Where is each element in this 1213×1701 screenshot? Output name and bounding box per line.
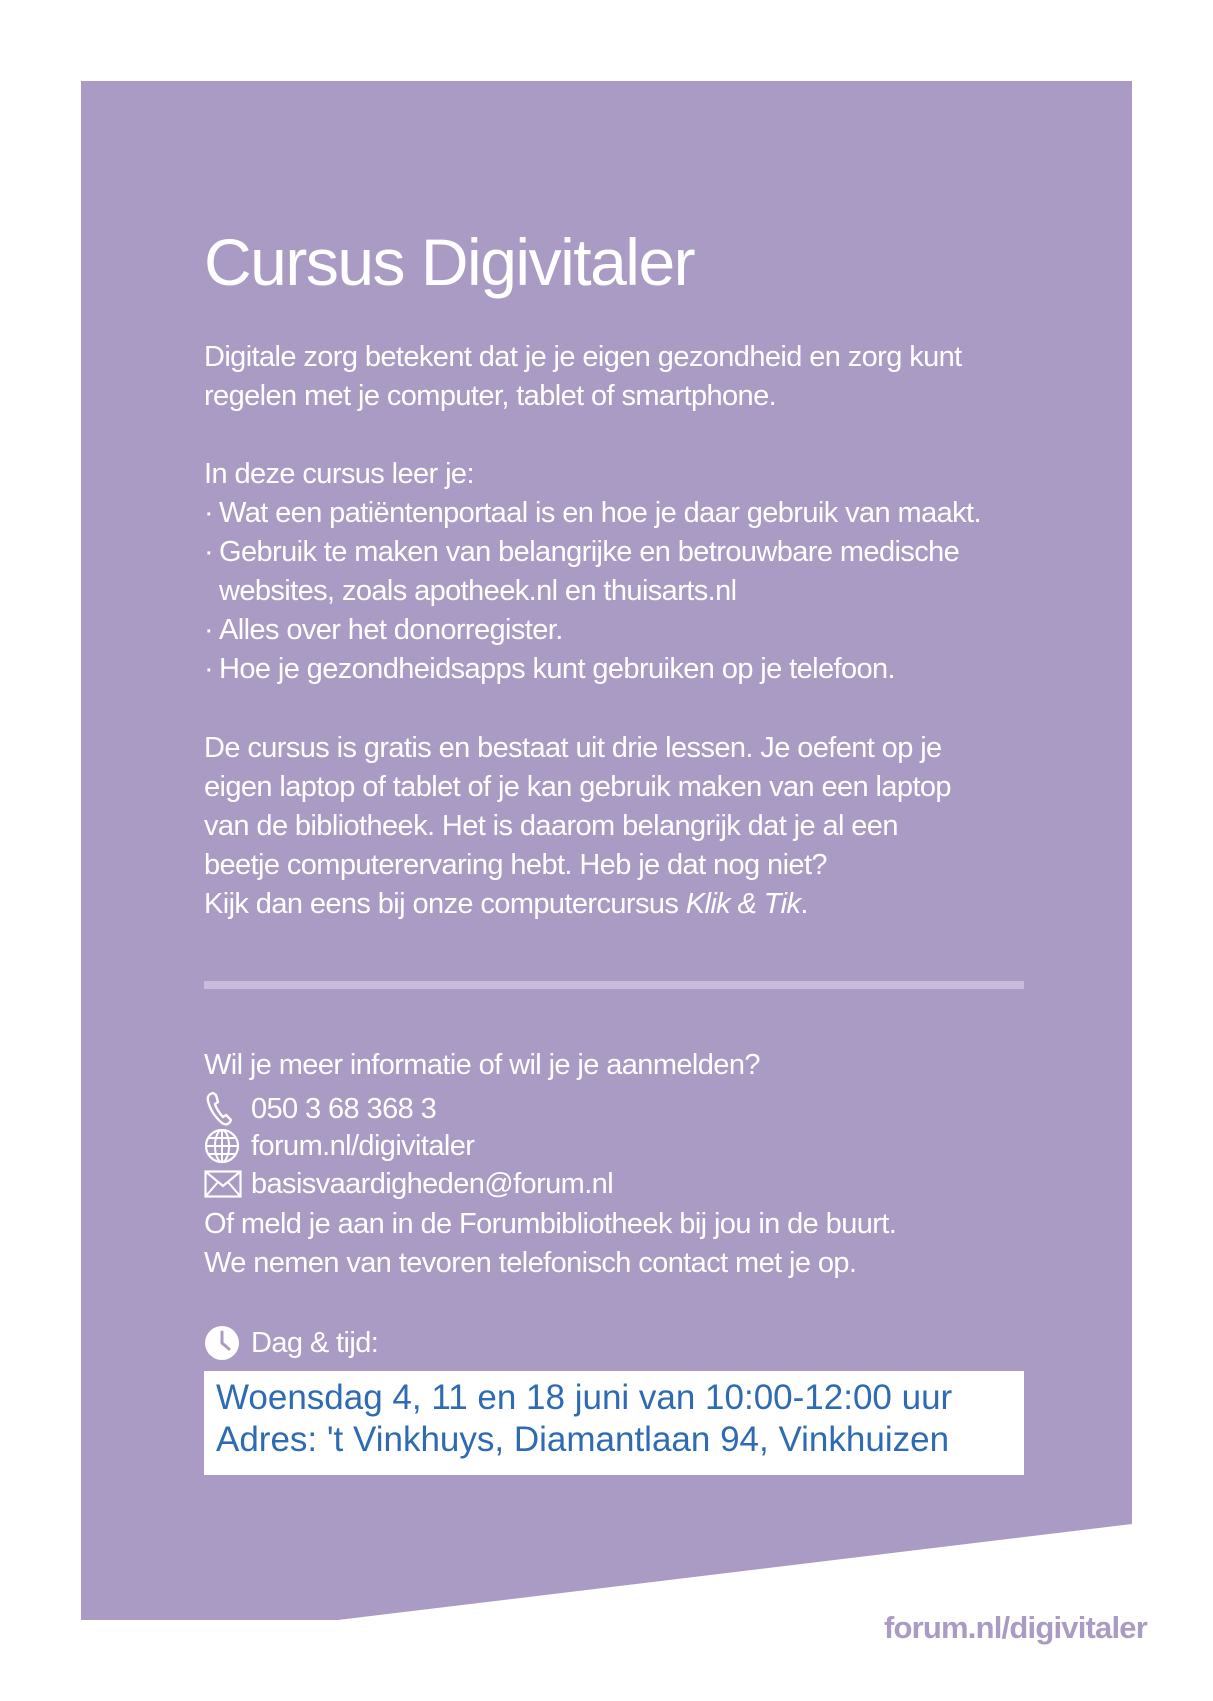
schedule-address: Adres: 't Vinkhuys, Diamantlaan 94, Vinkhuizen — [216, 1420, 950, 1459]
bullet-item — [204, 494, 981, 533]
body-line: De cursus is gratis en bestaat uit drie lessen. Je oefent op je — [204, 732, 942, 764]
bullet-item — [204, 533, 981, 611]
bullet-text: · Hoe je gezondheidsapps kunt gebruiken op je telefoon. — [219, 653, 895, 685]
email-link[interactable]: basisvaardigheden@forum.nl — [251, 1167, 614, 1200]
footer-url[interactable]: forum.nl/digivitaler — [883, 1610, 1147, 1645]
info-heading: Wil je meer informatie of wil je je aanmelden? — [204, 1049, 760, 1081]
body-line-prefix: Kijk dan eens bij onze computercursus — [204, 888, 686, 920]
bullet-item — [204, 650, 981, 689]
body-line — [204, 885, 951, 924]
bullet-item — [204, 611, 981, 650]
phone-icon — [204, 1091, 242, 1127]
signup-note-line: Of meld je aan in de Forumbibliotheek bij jou in de buurt. — [204, 1208, 897, 1240]
schedule-box — [204, 1371, 1024, 1475]
body-line-suffix: . — [800, 888, 808, 920]
intro-line: regelen met je computer, tablet of smartphone. — [204, 380, 777, 412]
bullet-text: · Gebruik te maken van belangrijke en betrouwbare medische — [219, 536, 960, 568]
intro-paragraph — [204, 338, 962, 416]
clock-icon — [204, 1325, 242, 1361]
bullet-text: websites, zoals apotheek.nl en thuisarts.nl — [219, 575, 737, 607]
phone-number[interactable]: 050 3 68 368 3 — [251, 1092, 437, 1125]
page-title: Cursus Digivitaler — [204, 225, 695, 299]
schedule-label: Dag & tijd: — [251, 1326, 379, 1359]
website-link[interactable]: forum.nl/digivitaler — [251, 1129, 475, 1162]
section-divider — [204, 981, 1024, 989]
signup-note-line: We nemen van tevoren telefonisch contact met je op. — [204, 1247, 857, 1279]
body-line: beetje computerervaring hebt. Heb je dat nog niet? — [204, 849, 827, 881]
body-line: eigen laptop of tablet of je kan gebruik maken van een laptop — [204, 771, 951, 803]
learn-heading: In deze cursus leer je: — [204, 458, 474, 490]
globe-icon — [204, 1128, 242, 1164]
bullet-text: · Wat een patiëntenportaal is en hoe je daar gebruik van maakt. — [219, 497, 981, 529]
intro-line: Digitale zorg betekent dat je je eigen gezondheid en zorg kunt — [204, 341, 962, 373]
schedule-label-row — [204, 1323, 378, 1363]
schedule-date: Woensdag 4, 11 en 18 juni van 10:00-12:00 uur — [216, 1378, 953, 1417]
contact-phone — [204, 1089, 436, 1129]
learn-bullet-list — [204, 494, 981, 689]
body-line: van de bibliotheek. Het is daarom belangrijk dat je al een — [204, 810, 898, 842]
contact-website — [204, 1126, 474, 1166]
body-paragraph — [204, 729, 951, 924]
course-name: Klik & Tik — [685, 888, 801, 920]
signup-note — [204, 1205, 896, 1283]
contact-email — [204, 1164, 613, 1204]
bullet-text: · Alles over het donorregister. — [219, 614, 563, 646]
envelope-icon — [204, 1166, 242, 1202]
